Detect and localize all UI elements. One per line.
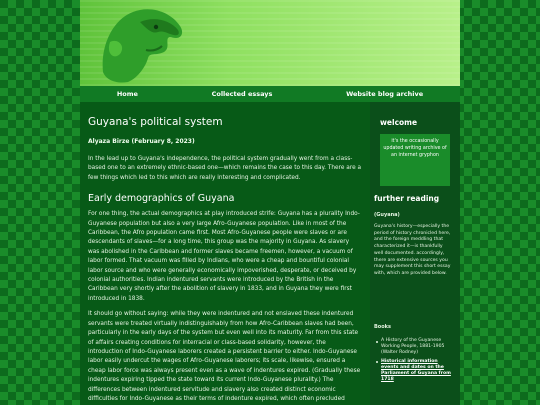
book-list xyxy=(374,338,456,385)
welcome-heading: welcome xyxy=(380,118,418,127)
nav-home-link[interactable]: Home xyxy=(116,90,138,98)
nav-blog-archive-link[interactable]: Website blog archive xyxy=(346,90,424,98)
welcome-box: it's the occasionally updated writing archive of an internet gryphon xyxy=(380,134,450,186)
sidebar xyxy=(370,102,460,405)
page-container xyxy=(80,0,460,405)
further-reading-heading: further reading xyxy=(374,194,440,203)
books-label: Books xyxy=(374,324,391,330)
gryphon-logo-icon xyxy=(98,2,188,84)
article-paragraph-1: For one thing, the actual demographics at play introduced strife: Guyana has a plurality Indo-Guyanese population but also a very large Afro-Guyanese population. Like in most of the Caribbean, the Afro population came first. Most Afro-Guyanese people were slaves or are descendants of slaves—for a long time, this group was the majority in Guyana. As slavery was abolished in the Caribbean and former slaves became freemen, however, a vacuum of labor formed. That vacuum was filled by Indians, who were a cheap and bountiful colonial labor source and who were generally economically impoverished, desperate, or deceived by colonial authorities. Indian indentured servants were introduced by the British in the Caribbean very shortly after the abolition of slavery in 1833, and in Guyana they were first introduced in 1838. xyxy=(88,211,360,302)
section-heading: Early demographics of Guyana xyxy=(88,193,235,205)
article-intro: In the lead up to Guyana's independence, the political system gradually went from a class-based one to an extremely ethnic-based one—which remains the case to this day. There are a few things which led to this which are really interesting and complicated. xyxy=(88,156,362,181)
guyana-description: Guyana's history—especially the period of history chronicled here, and the foreign meddling that characterized it—is thankfully well documented. accordingly, there are extensive sources you may supplement this short essay with, which are provided below. xyxy=(374,224,451,276)
book-item-link[interactable]: Historical information events and dates on the Parliament of Guyana from 1718 xyxy=(374,359,456,384)
article-author: Alyaza Birze (February 8, 2023) xyxy=(88,138,195,145)
header-banner xyxy=(80,0,460,86)
guyana-label: (Guyana) xyxy=(374,212,400,218)
article-title: Guyana's political system xyxy=(88,116,223,128)
article-paragraph-2: It should go without saying: while they were indentured and not enslaved these indentured servants were treated virtually indistinguishably from how Afro-Caribbean slaves had been, particularly in the early days of the system but even well into its maturity. Far from this state of affairs creating conditions for interracial or class-based solidarity, however, the introduction of Indo-Guyanese laborers created a persistent barrier to either. Indo-Guyanese labor easily undercut the wages of Afro-Guyanese laborers; its scale, likewise, ensured a cheap labor force was always present even as a wave of indentures expired. (Gradually these indentures expiring tipped the state toward its current Indo-Guyanese plurality.) The differences between indentured servitude and slavery also created distinct economic difficulties for Indo-Guyanese as their terms of indenture expired, which often precluded xyxy=(88,311,361,402)
top-nav xyxy=(80,86,460,102)
nav-collected-essays-link[interactable]: Collected essays xyxy=(211,90,273,98)
book-item: A History of the Guyanese Working People, 1881-1905 (Walter Rodney) xyxy=(374,338,456,357)
main-content xyxy=(80,102,370,405)
